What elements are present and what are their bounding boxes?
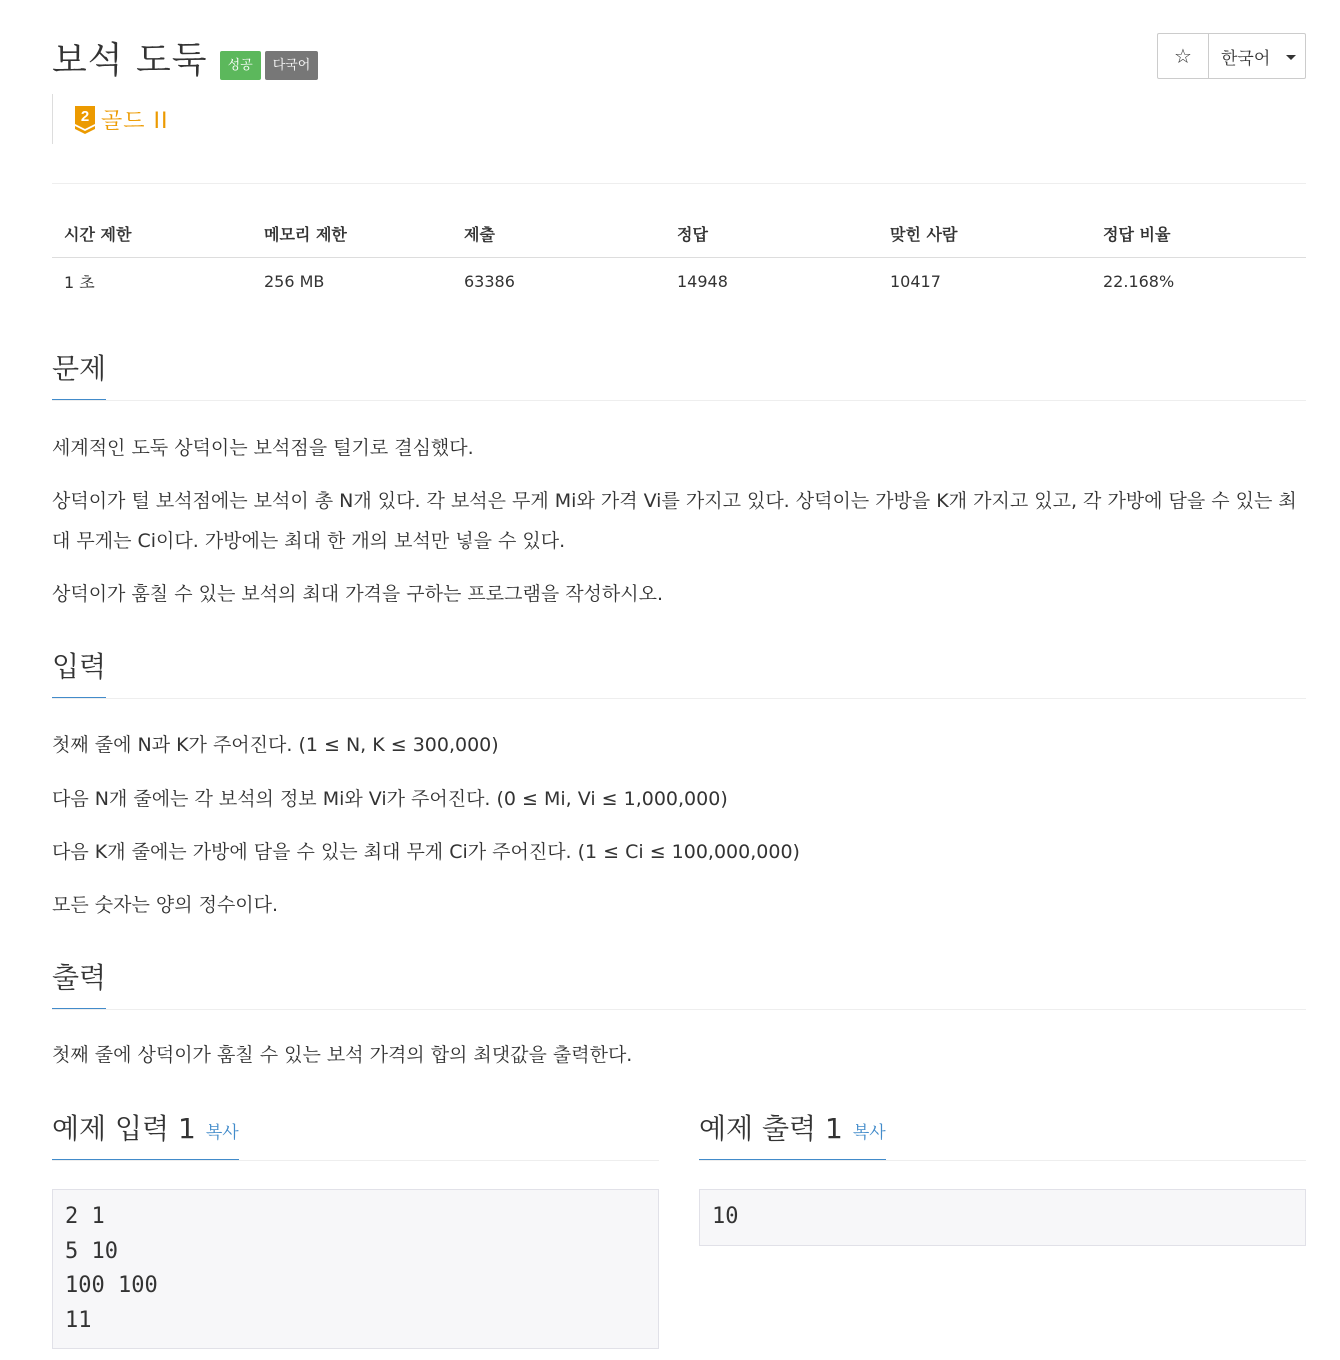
tier-number: 2 bbox=[80, 108, 90, 125]
sample-input-line: 11 bbox=[65, 1307, 92, 1333]
value-memory-limit: 256 MB bbox=[264, 272, 325, 291]
chevron-down-icon bbox=[1286, 55, 1296, 60]
header-accepted: 정답 bbox=[665, 210, 878, 258]
problem-info-table bbox=[52, 210, 1306, 305]
sample-output-title: 예제 출력 1 bbox=[699, 1112, 843, 1145]
input-section-header bbox=[52, 645, 1306, 699]
output-section-header bbox=[52, 956, 1306, 1010]
problem-text-3: 상덕이가 훔칠 수 있는 보석의 최대 가격을 구하는 프로그램을 작성하시오. bbox=[52, 583, 664, 605]
problem-section-header bbox=[52, 347, 1306, 401]
status-badge-success: 성공 bbox=[220, 51, 261, 80]
sample-output-line: 10 bbox=[712, 1204, 739, 1229]
section-title-input: 입력 bbox=[52, 645, 106, 699]
problem-header bbox=[52, 32, 318, 82]
header-submissions: 제출 bbox=[452, 210, 665, 258]
input-text-2: 다음 N개 줄에는 각 보석의 정보 Mi와 Vi가 주어진다. (0 ≤ Mi, Vi ≤ 1,000,000) bbox=[52, 788, 728, 810]
input-text-4: 모든 숫자는 양의 정수이다. bbox=[52, 894, 279, 916]
value-accept-rate: 22.168% bbox=[1103, 272, 1175, 291]
value-time-limit: 1 초 bbox=[64, 273, 95, 292]
header-accept-rate: 정답 비율 bbox=[1091, 210, 1306, 258]
tier-box bbox=[52, 94, 168, 144]
sample-input-line: 2 1 bbox=[65, 1204, 105, 1229]
tier-label[interactable]: 골드 II bbox=[101, 108, 169, 134]
divider bbox=[52, 183, 1306, 184]
status-badge-multilang: 다국어 bbox=[265, 51, 319, 80]
problem-text-2: 상덕이가 털 보석점에는 보석이 총 N개 있다. 각 보석은 무게 Mi와 가격 Vi를 가지고 있다. 상덕이는 가방을 K개 가지고 있고, 각 가방에 담을 수 있는 최대 무게는 Ci이다. 가방에는 최대 한 개의 보석만 넣을 수 있다. bbox=[52, 490, 1297, 552]
header-actions bbox=[1157, 33, 1306, 79]
sample-input-header bbox=[52, 1107, 659, 1161]
header-memory-limit: 메모리 제한 bbox=[252, 210, 452, 258]
sample-input-line: 100 100 bbox=[65, 1273, 158, 1298]
section-title-output: 출력 bbox=[52, 956, 106, 1010]
sample-output-header bbox=[699, 1107, 1306, 1161]
copy-output-button[interactable]: 복사 bbox=[852, 1123, 886, 1143]
sample-input-line: 5 10 bbox=[65, 1238, 118, 1264]
table-header-row bbox=[52, 210, 1306, 258]
language-label: 한국어 bbox=[1221, 48, 1271, 69]
output-text-1: 첫째 줄에 상덕이가 훔칠 수 있는 보석 가격의 합의 최댓값을 출력한다. bbox=[52, 1044, 633, 1066]
star-icon: ☆ bbox=[1174, 44, 1192, 68]
copy-input-button[interactable]: 복사 bbox=[205, 1123, 239, 1143]
sample-output-block[interactable] bbox=[699, 1189, 1306, 1246]
favorite-star-button[interactable] bbox=[1158, 34, 1209, 78]
header-time-limit: 시간 제한 bbox=[52, 210, 252, 258]
input-text-3: 다음 K개 줄에는 가방에 담을 수 있는 최대 무게 Ci가 주어진다. (1 ≤ Ci ≤ 100,000,000) bbox=[52, 841, 800, 863]
section-title-problem: 문제 bbox=[52, 347, 106, 401]
value-accepted: 14948 bbox=[677, 272, 728, 291]
value-solved-users: 10417 bbox=[890, 272, 941, 291]
sample-input-title: 예제 입력 1 bbox=[52, 1112, 196, 1145]
value-submissions: 63386 bbox=[464, 272, 515, 291]
sample-input-block[interactable] bbox=[52, 1189, 659, 1349]
tier-medal-icon bbox=[73, 104, 97, 134]
problem-text-1: 세계적인 도둑 상덕이는 보석점을 털기로 결심했다. bbox=[52, 437, 474, 459]
input-text-1: 첫째 줄에 N과 K가 주어진다. (1 ≤ N, K ≤ 300,000) bbox=[52, 734, 499, 756]
header-solved-users: 맞힌 사람 bbox=[878, 210, 1091, 258]
table-row bbox=[52, 258, 1306, 306]
language-dropdown[interactable] bbox=[1209, 34, 1305, 78]
page-title: 보석 도둑 bbox=[52, 39, 208, 81]
